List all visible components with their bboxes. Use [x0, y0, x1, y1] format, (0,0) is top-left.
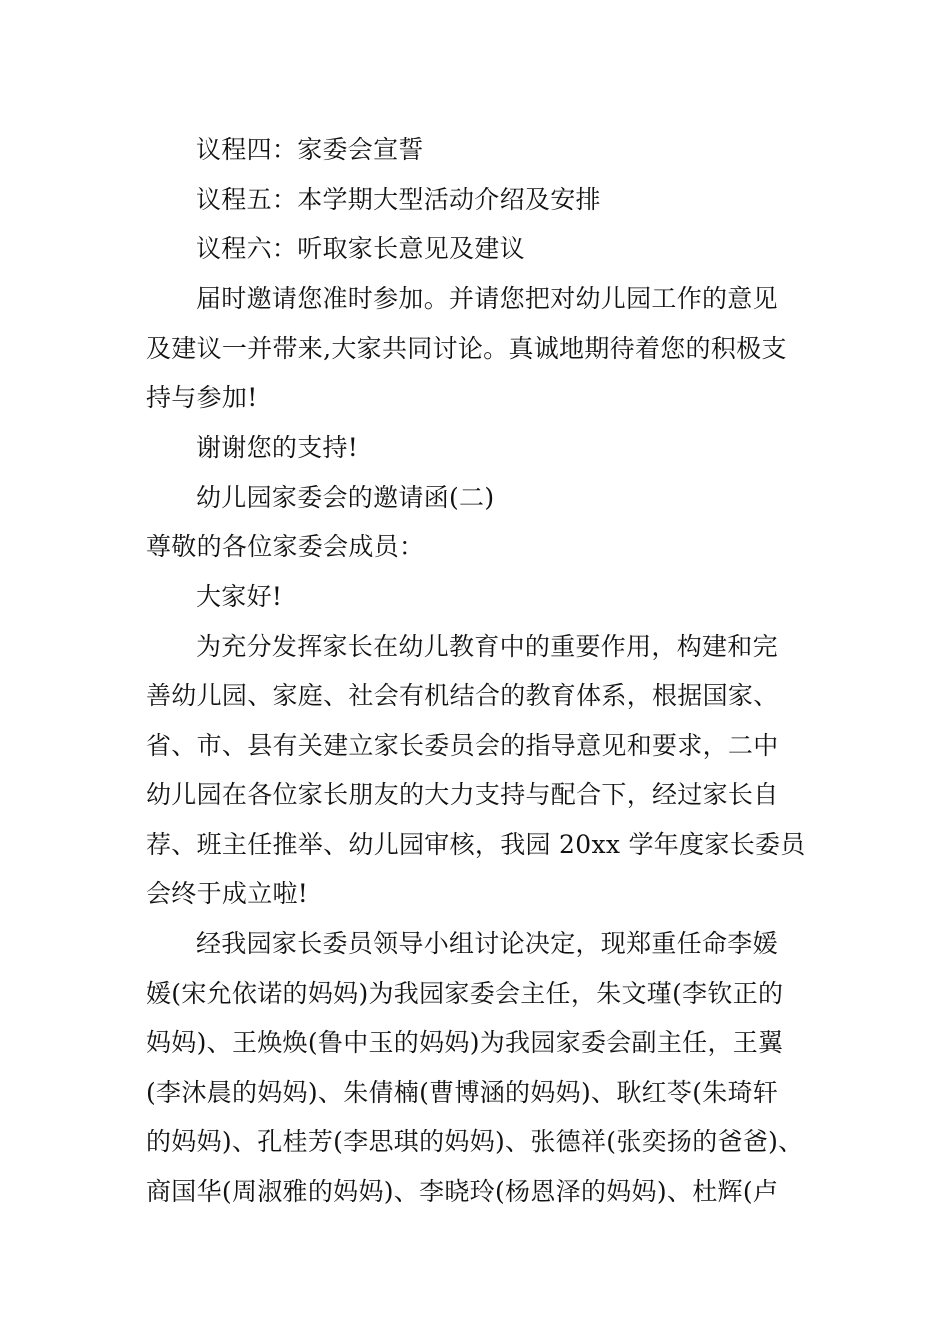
agenda-item-6: 议程六：听取家长意见及建议 — [196, 234, 525, 263]
paragraph-line: 届时邀请您准时参加。并请您把对幼儿园工作的意见 — [196, 284, 778, 313]
paragraph-line: 媛(宋允依诺的妈妈)为我园家委会主任，朱文瑾(李钦正的 — [146, 979, 784, 1008]
greeting: 大家好! — [196, 582, 283, 611]
paragraph-line: 妈妈)、王焕焕(鲁中玉的妈妈)为我园家委会副主任，王翼 — [146, 1028, 784, 1057]
agenda-item-4: 议程四：家委会宣誓 — [196, 135, 424, 164]
paragraph-line: 为充分发挥家长在幼儿教育中的重要作用，构建和完 — [196, 632, 778, 661]
paragraph-line: 持与参加! — [146, 383, 258, 412]
paragraph-line: 荐、班主任推举、幼儿园审核，我园 20xx 学年度家长委员 — [146, 830, 806, 859]
paragraph-line: 幼儿园在各位家长朋友的大力支持与配合下，经过家长自 — [146, 780, 779, 809]
paragraph-line: 商国华(周淑雅的妈妈)、李晓玲(杨恩泽的妈妈)、杜辉(卢 — [146, 1177, 779, 1206]
salutation: 尊敬的各位家委会成员： — [146, 532, 425, 561]
paragraph-line: 善幼儿园、家庭、社会有机结合的教育体系，根据国家、 — [146, 681, 779, 710]
thanks-line: 谢谢您的支持! — [196, 433, 359, 462]
paragraph-line: (李沐晨的妈妈)、朱倩楠(曹博涵的妈妈)、耿红苓(朱琦轩 — [146, 1078, 779, 1107]
agenda-item-5: 议程五：本学期大型活动介绍及安排 — [196, 185, 601, 214]
paragraph-line: 经我园家长委员领导小组讨论决定，现郑重任命李媛 — [196, 929, 778, 958]
paragraph-line: 省、市、县有关建立家长委员会的指导意见和要求，二中 — [146, 731, 779, 760]
section-title: 幼儿园家委会的邀请函(二) — [196, 483, 495, 512]
paragraph-line: 的妈妈)、孔桂芳(李思琪的妈妈)、张德祥(张奕扬的爸爸)、 — [146, 1127, 804, 1156]
paragraph-line: 会终于成立啦! — [146, 879, 309, 908]
paragraph-line: 及建议一并带来,大家共同讨论。真诚地期待着您的积极支 — [146, 334, 787, 363]
